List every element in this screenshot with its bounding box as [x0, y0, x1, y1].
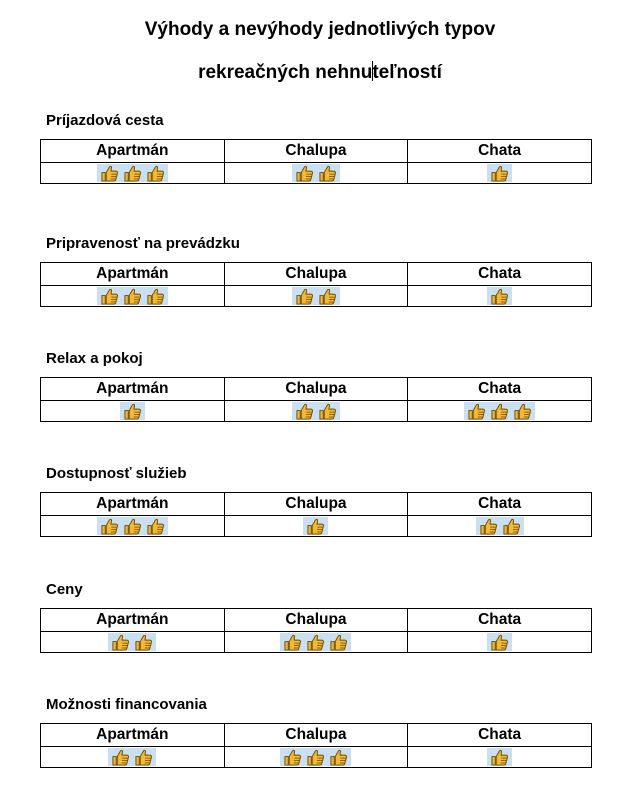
thumbs-up-icon — [123, 403, 142, 420]
rating-cell — [41, 632, 225, 653]
thumbs-up-icon — [479, 518, 498, 535]
section-heading: Možnosti financovania — [46, 696, 207, 713]
rating-thumbs — [292, 287, 340, 305]
thumbs-up-icon — [467, 403, 486, 420]
title-line-2-end: teľností — [372, 62, 442, 83]
rating-cell — [224, 747, 408, 768]
rating-cell — [224, 516, 408, 537]
table-row — [41, 163, 592, 184]
title-line-2 — [0, 51, 640, 94]
table-row — [41, 747, 592, 768]
rating-thumbs — [292, 164, 340, 182]
thumbs-up-icon — [295, 403, 314, 420]
column-header: Chalupa — [224, 263, 408, 286]
thumbs-up-icon — [295, 165, 314, 182]
thumbs-up-icon — [502, 518, 521, 535]
thumbs-up-icon — [295, 288, 314, 305]
rating-cell — [41, 286, 225, 307]
thumbs-up-icon — [306, 634, 325, 651]
table-header-row — [41, 493, 592, 516]
rating-cell — [408, 632, 592, 653]
thumbs-up-icon — [329, 749, 348, 766]
column-header: Chata — [408, 140, 592, 163]
thumbs-up-icon — [111, 749, 130, 766]
table-header-row — [41, 724, 592, 747]
thumbs-up-icon — [306, 749, 325, 766]
table-row — [41, 401, 592, 422]
title-line-1: Výhody a nevýhody jednotlivých typov — [144, 19, 496, 40]
table-row — [41, 286, 592, 307]
column-header: Chata — [408, 609, 592, 632]
column-header: Apartmán — [41, 378, 225, 401]
rating-thumbs — [108, 633, 156, 651]
rating-thumbs — [303, 517, 328, 535]
thumbs-up-icon — [111, 634, 130, 651]
thumbs-up-icon — [123, 165, 142, 182]
section-heading: Príjazdová cesta — [46, 112, 164, 129]
rating-thumbs — [97, 517, 168, 535]
table-header-row — [41, 140, 592, 163]
column-header: Chata — [408, 263, 592, 286]
section-heading: Dostupnosť služieb — [46, 465, 187, 482]
thumbs-up-icon — [490, 749, 509, 766]
column-header: Chalupa — [224, 724, 408, 747]
section-heading: Relax a pokoj — [46, 350, 143, 367]
rating-thumbs — [108, 748, 156, 766]
thumbs-up-icon — [318, 403, 337, 420]
thumbs-up-icon — [490, 165, 509, 182]
rating-table — [40, 139, 592, 184]
column-header: Chata — [408, 493, 592, 516]
column-header: Apartmán — [41, 140, 225, 163]
title-line-2-start: rekreačných nehnu — [198, 62, 373, 83]
rating-cell — [41, 401, 225, 422]
table-header-row — [41, 263, 592, 286]
rating-cell — [408, 163, 592, 184]
thumbs-up-icon — [134, 749, 153, 766]
thumbs-up-icon — [134, 634, 153, 651]
rating-thumbs — [97, 164, 168, 182]
rating-thumbs — [120, 402, 145, 420]
column-header: Chalupa — [224, 140, 408, 163]
rating-thumbs — [464, 402, 535, 420]
table-row — [41, 632, 592, 653]
thumbs-up-icon — [490, 634, 509, 651]
rating-thumbs — [280, 748, 351, 766]
rating-thumbs — [487, 633, 512, 651]
rating-cell — [408, 747, 592, 768]
thumbs-up-icon — [329, 634, 348, 651]
rating-table — [40, 377, 592, 422]
rating-cell — [41, 747, 225, 768]
thumbs-up-icon — [318, 288, 337, 305]
rating-cell — [41, 516, 225, 537]
column-header: Apartmán — [41, 493, 225, 516]
thumbs-up-icon — [123, 288, 142, 305]
rating-table — [40, 262, 592, 307]
column-header: Chata — [408, 724, 592, 747]
column-header: Chata — [408, 378, 592, 401]
thumbs-up-icon — [306, 518, 325, 535]
rating-cell — [224, 286, 408, 307]
section-heading: Pripravenosť na prevádzku — [46, 235, 240, 252]
rating-cell — [408, 286, 592, 307]
column-header: Chalupa — [224, 378, 408, 401]
section-heading: Ceny — [46, 581, 83, 598]
thumbs-up-icon — [123, 518, 142, 535]
rating-table — [40, 608, 592, 653]
rating-cell — [41, 163, 225, 184]
column-header: Chalupa — [224, 609, 408, 632]
thumbs-up-icon — [283, 634, 302, 651]
rating-thumbs — [280, 633, 351, 651]
rating-thumbs — [487, 164, 512, 182]
table-header-row — [41, 378, 592, 401]
rating-cell — [224, 401, 408, 422]
rating-table — [40, 723, 592, 768]
table-header-row — [41, 609, 592, 632]
thumbs-up-icon — [490, 403, 509, 420]
thumbs-up-icon — [146, 165, 165, 182]
thumbs-up-icon — [283, 749, 302, 766]
thumbs-up-icon — [100, 165, 119, 182]
column-header: Apartmán — [41, 724, 225, 747]
thumbs-up-icon — [146, 518, 165, 535]
rating-thumbs — [292, 402, 340, 420]
thumbs-up-icon — [490, 288, 509, 305]
page-title — [0, 8, 640, 94]
thumbs-up-icon — [100, 288, 119, 305]
rating-thumbs — [487, 287, 512, 305]
table-row — [41, 516, 592, 537]
thumbs-up-icon — [513, 403, 532, 420]
column-header: Chalupa — [224, 493, 408, 516]
rating-cell — [408, 401, 592, 422]
thumbs-up-icon — [318, 165, 337, 182]
column-header: Apartmán — [41, 609, 225, 632]
thumbs-up-icon — [146, 288, 165, 305]
column-header: Apartmán — [41, 263, 225, 286]
rating-cell — [224, 632, 408, 653]
rating-thumbs — [97, 287, 168, 305]
rating-thumbs — [476, 517, 524, 535]
rating-thumbs — [487, 748, 512, 766]
rating-cell — [224, 163, 408, 184]
rating-table — [40, 492, 592, 537]
thumbs-up-icon — [100, 518, 119, 535]
rating-cell — [408, 516, 592, 537]
